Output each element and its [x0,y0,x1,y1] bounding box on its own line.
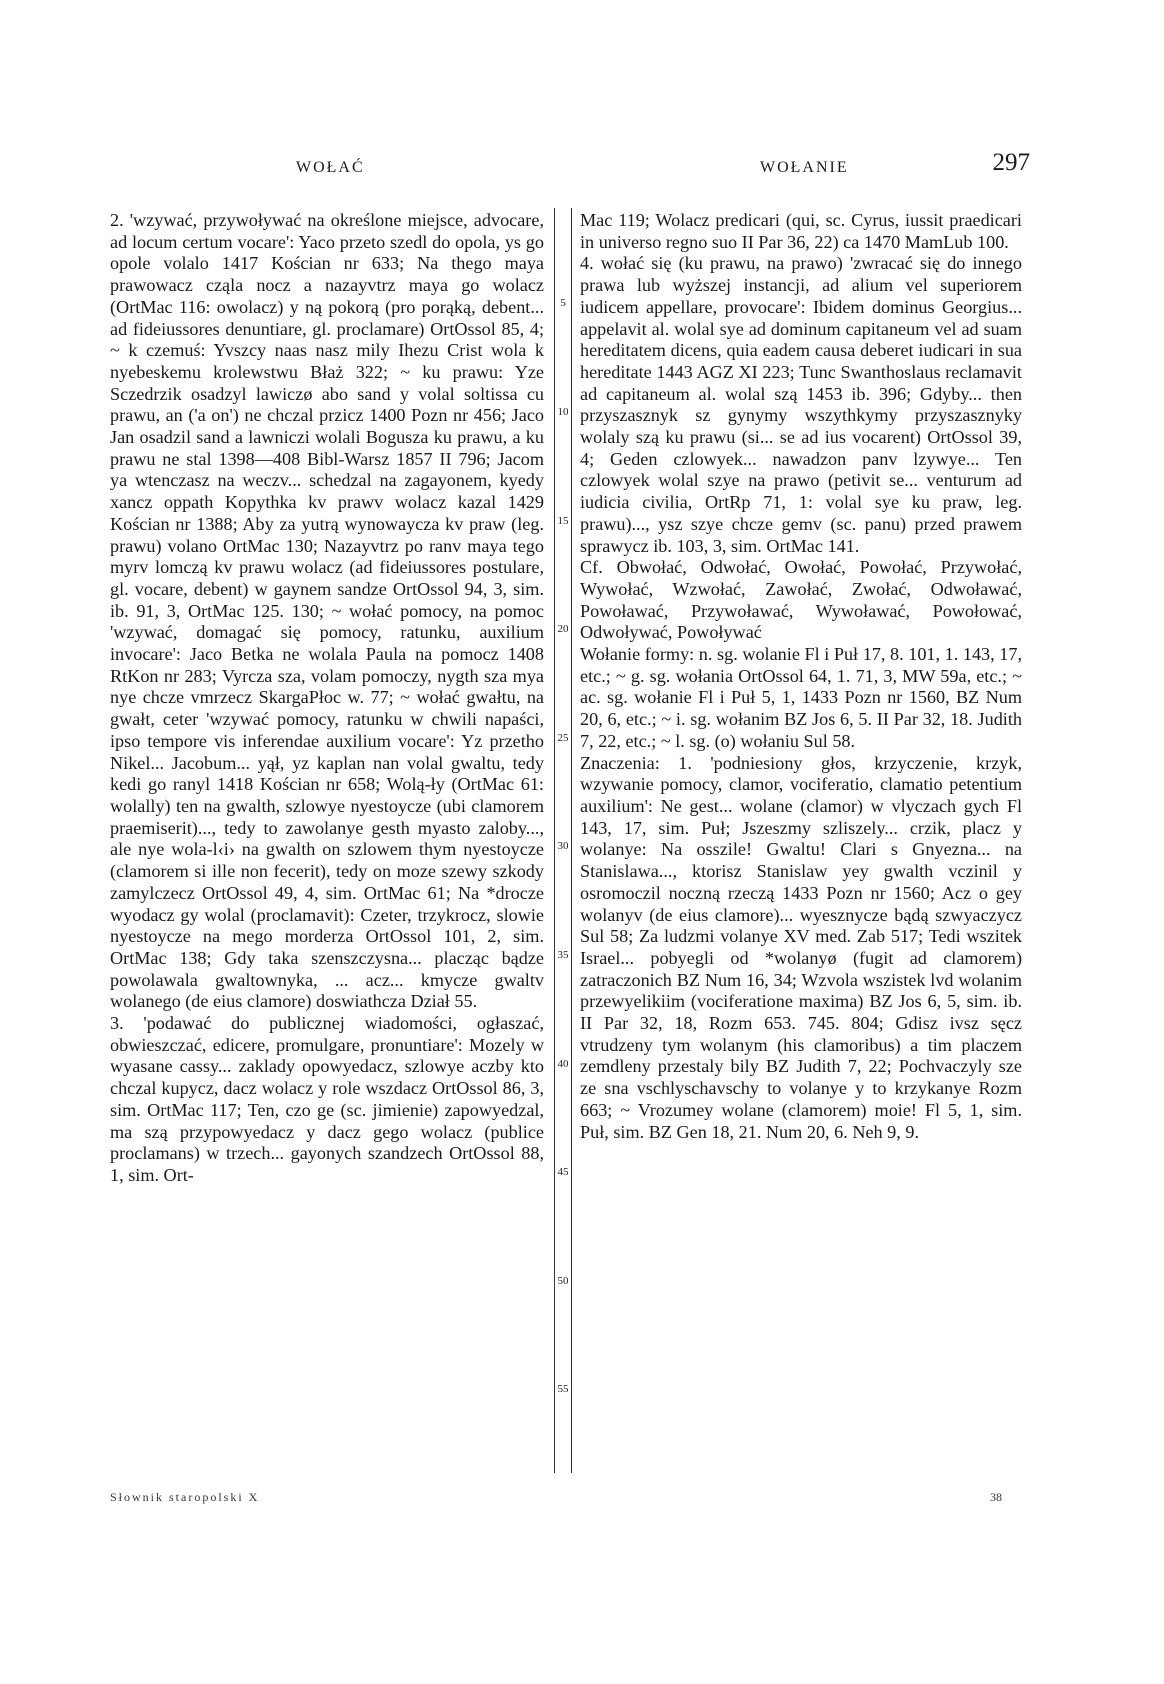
line-number: 55 [557,1383,569,1395]
right-column [580,210,1022,1143]
line-number: 20 [557,623,569,635]
line-number: 30 [557,840,569,852]
cross-reference: Cf. Obwołać, Odwołać, Owołać, Powołać, Przywołać, Wywołać, Wzwołać, Zawołać, Zwołać, Odwoławać, Powoławać, Przywoławać, Wywoławać, Powołować, Odwoływać, Powoływać [580,557,1022,643]
footer-sheet-number: 38 [990,1490,1002,1504]
page-header [110,149,1030,185]
header-mid-word: WOŁANIE [760,159,849,176]
left-column [110,210,544,1187]
entry-meanings: Znaczenia: 1. 'podniesiony głos, krzyczenie, krzyk, wzywanie pomocy, clamor, vociferatio, clamatio petentium auxilium': Ne gest... wolane (clamor) w vlyczach gych Fl 143, 17, sim. Puł; Jszeszmy szliszely... crzik, placz y wolanye: Na osszile! Gwaltu! Clari s Gnyezna... na Stanislawa..., ktorisz Stanislaw yey gwalth vczinil y osromoczil noczną rzeczą 1433 Pozn nr 1560; Acz o gey wolanyv (de eius clamore)... wyesznycze bądą szwyaczycz Sul 58; Za ludzmi volanye XV med. Zab 517; Tedi wszitek Israel... pobyegli od *wolanyø (fugit ad clamorem) zatraczonich BZ Num 16, 34; Wzvola wszistek lvd wolanim przewyelikiim (vociferatione maxima) BZ Jos 6, 5, sim. ib. II Par 32, 18, Rozm 653. 745. 804; Gdisz ivsz sęcz vtrudzeny tym wolanym (his clamoribus) a tim placzem zemdleny przestaly bily BZ Judith 7, 22; Pochvaczyly sze ze sna vschlyschavschy to volanye y to krzykanye Rozm 663; ~ Vrozumey wolane (clamorem) moie! Fl 5, 1, sim. Puł, sim. BZ Gen 18, 21. Num 20, 6. Neh 9, 9. [580,752,1022,1142]
entry-paragraph: Mac 119; Wolacz predicari (qui, sc. Cyrus, iussit praedicari in universo regno suo II Par 36, 22) ca 1470 MamLub 100. [580,210,1022,252]
line-number: 35 [557,949,569,961]
column-divider-right [571,208,572,1473]
line-number: 45 [557,1166,569,1178]
entry-paragraph: 3. 'podawać do publicznej wiadomości, ogłaszać, obwieszczać, edicere, promulgare, pronuntiare': Mozely w wyasane cassy... zaklady opowyedacz, szlowye aczby kto chczal kupycz, dacz wolacz y role wszdacz OrtOssol 86, 3, sim. OrtMac 117; Ten, czo ge (sc. jimienie) zapowyedzal, ma szą przypowyedacz y dacz gego wolacz (publice proclamans) w trzech... gayonych szandzech OrtOssol 88, 1, sim. Ort- [110,1013,544,1185]
line-number: 5 [560,297,566,309]
line-number: 40 [557,1058,569,1070]
page-number: 297 [992,149,1030,176]
line-number: 25 [557,732,569,744]
line-number-gutter [555,210,571,1480]
entry-paragraph: 4. wołać się (ku prawu, na prawo) 'zwracać się do innego prawa lub wyższej instancji, ad alium vel superiorem iudicem appellare, provocare': Ibidem dominus Georgius... appelavit al. wolal sye ad dominum capitaneum vel ad suam hereditatem dicens, quia eadem causa deberet iudicari in sua hereditate 1443 AGZ XI 223; Tunc Swanthoslaus reclamavit ad capitaneum al. wolal szą 1453 ib. 396; Gdyby... then przyszasznyk sz gynymy wszythkymy przyszasznyky wolaly szą ku prawu (si... se ad ius vocarent) OrtOssol 39, 4; Geden czlowyek... nawadzon panv lzywye... Ten czlowyek wolal szye na prawo (petivit se... venturum ad iudicia civilia, OrtRp 71, 1: volal sye ku praw, leg. prawu)..., ysz szye chcze gemv (sc. panu) przed prawem sprawycz ib. 103, 3, sim. OrtMac 141. [580,253,1022,556]
header-left-word: WOŁAĆ [296,159,365,176]
entry-paragraph: 2. 'wzywać, przywoływać na określone miejsce, advocare, ad locum certum vocare': Yaco przeto szedl do opola, ys go opole volalo 1417 Kościan nr 633; Na thego maya prawowacz cząla nocz a nazayvtrz maya go wolacz (OrtMac 116: owolacz) y ną pokorą (pro porąką, debent... ad fideiussores denuntiare, gl. proclamare) OrtOssol 85, 4; ~ k czemuś: Yvszcy naas nasz mily Ihezu Crist wola k nyebeskemu krolewstwu Błaż 322; ~ ku prawu: Yze Sczedrzik osadzyl lawiczø abo sand y volal soltissa cu prawu, an ('a on') ne chczal przicz 1400 Pozn nr 456; Jaco Jan osadzil sand a lawniczi wolali Bogusza ku prawu, a ku prawu ne stal 1398—408 Bibl-Warsz 1857 II 796; Jacom ya wtenczasz na weczv... schedzal na zagayonem, kyedy xancz oppath Kopythka kv prawv wolacz kazal 1429 Kościan nr 1388; Aby za yutrą wynowaycza kv praw (leg. prawu) volano OrtMac 130; Nazayvtrz po ranv maya tego myrv lomczą kv prawu wolacz (ad fideiussores postulare, gl. vocare, debent) w gaynem sandze OrtOssol 94, 3, sim. ib. 91, 3, OrtMac 125. 130; ~ wołać pomocy, na pomoc 'wzywać, domagać się pomocy, ratunku, auxilium invocare': Jaco Betka ne wolala Paula na pomocz 1408 RtKon nr 283; Vyrcza sza, volam pomoczy, nygth sza mya nye chcze vmrzecz SkargaPłoc w. 77; ~ wołać gwałtu, na gwałt, ceter 'wzywać pomocy, ratunku w chwili napaści, ipso tempore vis inferendae auxilium vocare': Yz przetho Nikel... Jacobum... yął, yz kaplan nan volal gwaltu, tedy kedi go ranyl 1418 Kościan nr 658; Wolą-ły (OrtMac 61: wolally) ten na gwalth, szlowye nyestoycze (ubi clamorem praemiserit)..., tedy to zawolanye gesth myasto zaloby..., ale nye wola-l‹i› na gwalth on szlowem thym nyestoycze (clamorem si ille non fecerit), tedy on moze szewy szkody zamylczecz OrtOssol 49, 4, sim. OrtMac 61; Na *drocze wyodacz gy wolal (proclamavit): Czeter, trzykrocz, slowie nyestoycze na mego morderza OrtOssol 101, 2, sim. OrtMac 138; Gdy taka szenszczysna... placząc bądze powolawala gwaltownyka, ... acz... kmycze gwaltv wolanego (de eius clamore) doswiathcza Dział 55. [110,210,544,1012]
line-number: 10 [557,406,569,418]
footer-signature: Słownik staropolski X [110,1490,260,1504]
entry-forms: Wołanie formy: n. sg. wolanie Fl i Puł 17, 8. 101, 1. 143, 17, etc.; ~ g. sg. wołania OrtOssol 64, 1. 71, 3, MW 59a, etc.; ~ ac. sg. wołanie Fl i Puł 5, 1, 1433 Pozn nr 1560, BZ Num 20, 6, etc.; ~ i. sg. wołanim BZ Jos 6, 5. II Par 32, 18. Judith 7, 22, etc.; ~ l. sg. (o) wołaniu Sul 58. [580,644,1022,751]
line-number: 15 [557,515,569,527]
line-number: 50 [557,1275,569,1287]
